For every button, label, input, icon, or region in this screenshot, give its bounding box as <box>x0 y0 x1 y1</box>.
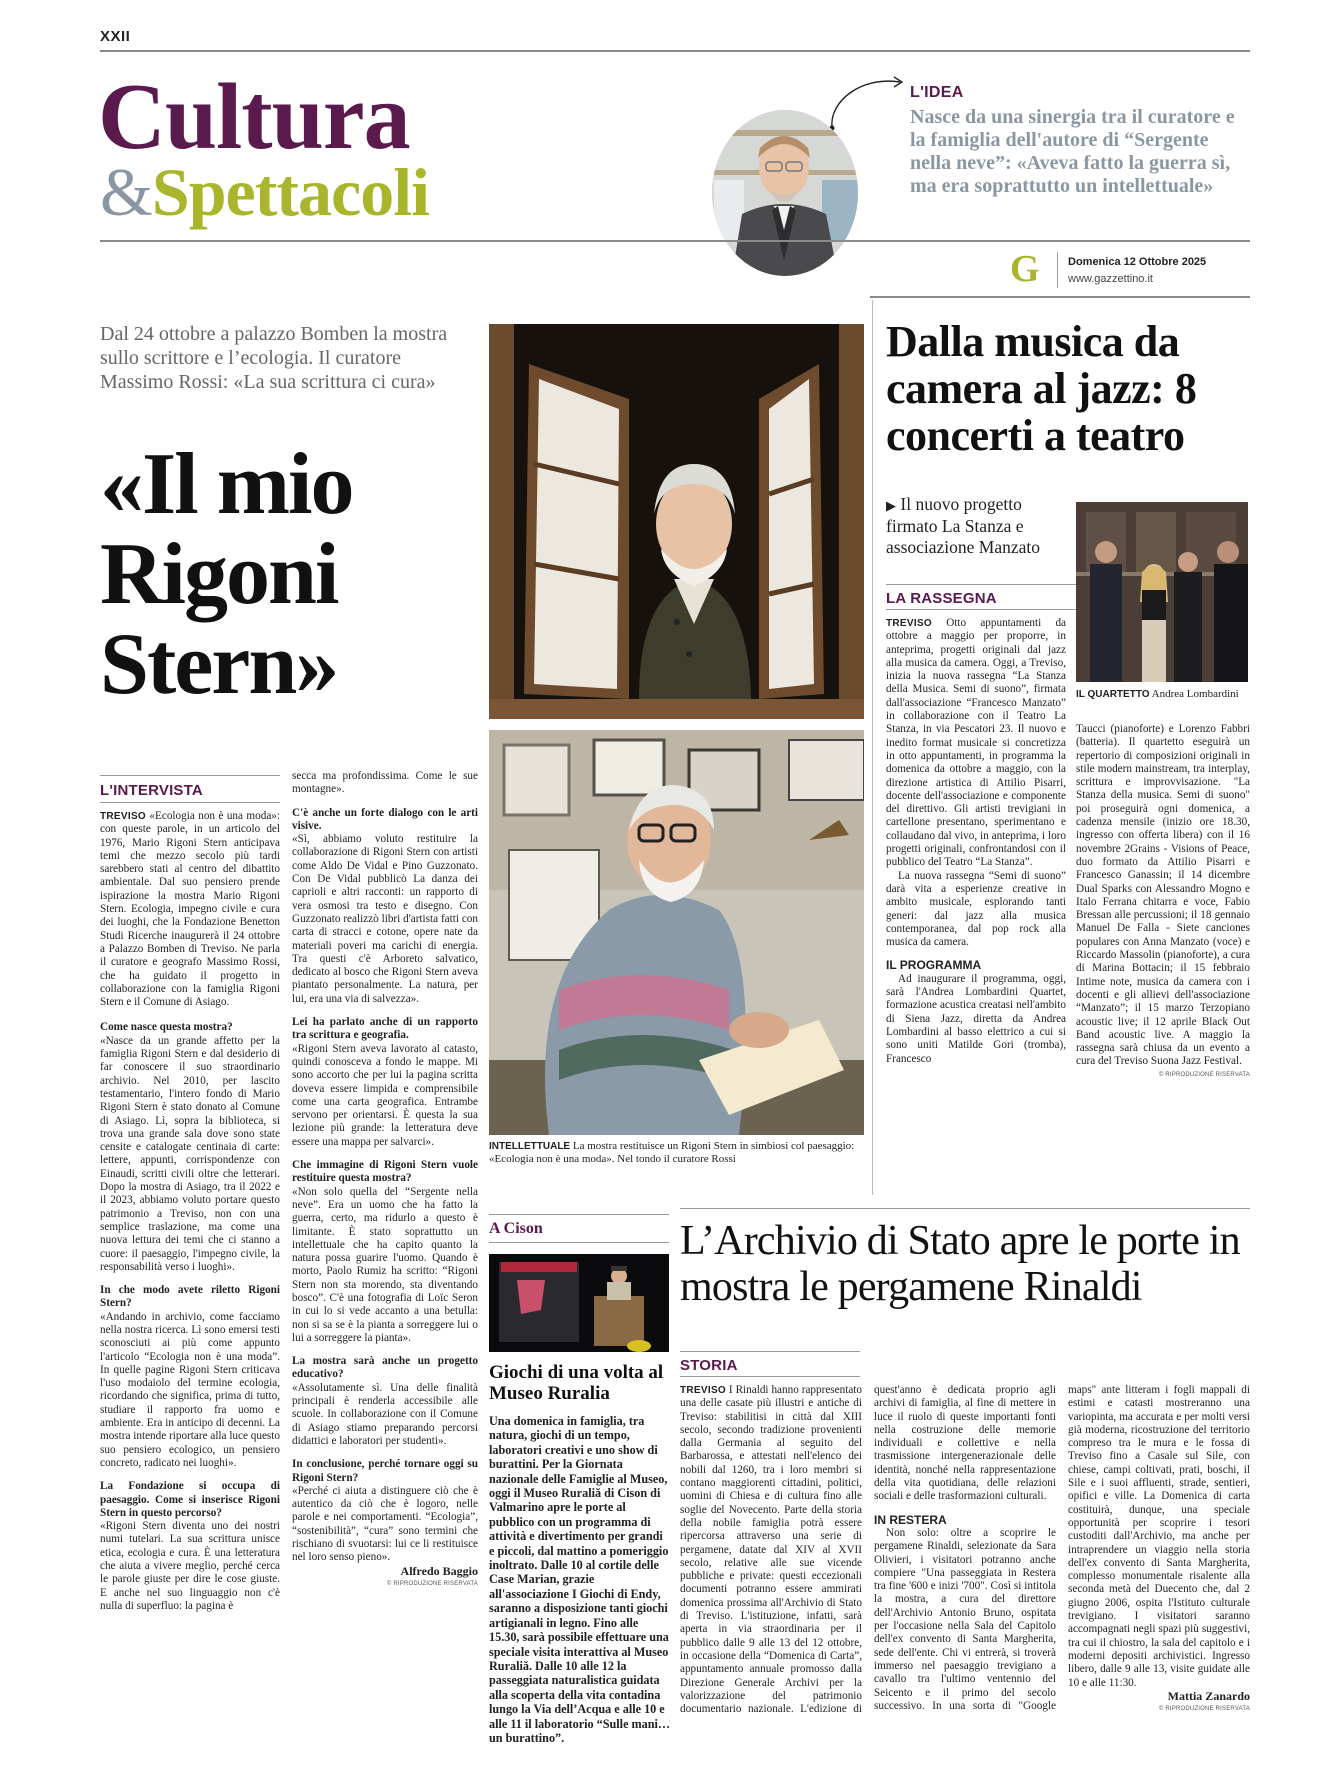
interview-answer: «Rigoni Stern aveva lavorato al catasto, quindi conosceva a fondo le mappe. Mi sono accorto che per lui la pagina scritta doveva essere limpida e comprensibile come una carta geografica. Entrambe servono per orientarsi. È questa la sua lezione più grande: la letteratura deve essere una mappa per salvarci». <box>292 1042 478 1148</box>
concerts-paragraph: Otto appuntamenti da ottobre a maggio per proporre, in anteprima, progetti originali dal jazz alla musica da camera. Oggi, a Treviso, inizia la nuova rassegna “La Stanza della Musica. Semi di suono”, firmata dall'associazione “Francesco Manzato” in collaborazione con il Teatro La Stanza, in via Pescatori 23. Il nuovo e inedito format musicale si concretizza in otto appuntamenti, in programma la domenica da ottobre a maggio, con la direzione artistica di Attilio Pisarri, docente dell'associazione e componente del direttivo. Gli artisti trevigiani in cartellone presentano, sperimentano e collaudano dal vivo, in anteprima, i loro progetti originali, confrontandosi con il pubblico del Teatro “La Stanza”. <box>886 617 1066 869</box>
section-label-intervista: L'INTERVISTA <box>100 782 203 799</box>
interview-question: In conclusione, perché tornare oggi su Rigoni Stern? <box>292 1458 478 1484</box>
section-rule <box>489 1214 669 1215</box>
top-rule <box>100 50 1250 52</box>
caption-label: INTELLETTUALE <box>489 1141 571 1152</box>
concerts-subhead-text: Il nuovo progetto firmato La Stanza e associazione Manzato <box>886 494 1041 557</box>
interview-answer: «Assolutamente sì. Una delle finalità principali è renderla accessibile alle scuole. In collaborazione con il Comune di Asiago stiamo preparando percorsi didattici e laboratori per studenti». <box>292 1381 478 1447</box>
caption-text: La mostra restituisce un Rigoni Stern in simbiosi col paesaggio: «Ecologia non è una moda». Nel tondo il curatore Rossi <box>489 1140 855 1165</box>
section-label-storia: STORIA <box>680 1357 738 1374</box>
rights-notice: © RIPRODUZIONE RISERVATA <box>1158 1071 1250 1078</box>
quartet-photo-caption <box>1076 688 1250 701</box>
concerts-subhead <box>886 494 1076 558</box>
interview-answer: «Nasce da un grande affetto per la famiglia Rigoni Stern e dal desiderio di far conoscere il suo straordinario archivio. Nel 2010, per lascito testamentario, l'intero fondo di Mario Rigoni Stern è stato donato al Comune di Asiago. Lì, sopra la biblioteca, si trova una grande sala dove sono state censite e catalogate centinaia di carte: lettere, appunti, corrispondenze con Einaudi, scritti civili oltre che letterari. Dopo la mostra di Asiago, tra il 2022 e il 2023, abbiamo voluto portare questo patrimonio a Treviso, non con una semplice traslazione, ma come una nuova lettura dei temi che ci stanno a cuore: il paesaggio, l'impegno civile, la responsabilità verso i luoghi». <box>100 1034 280 1273</box>
section-brand-spettacoli <box>100 154 429 230</box>
caption-text: Andrea Lombardini <box>1149 688 1239 700</box>
puppet-show-photo <box>489 1254 669 1352</box>
section-rule <box>886 609 1076 610</box>
brand-ampersand: & <box>100 154 152 230</box>
author-byline: Alfredo Baggio <box>400 1563 478 1578</box>
dateline: TREVISO <box>886 618 932 629</box>
rigoni-stern-study-photo <box>489 730 864 1135</box>
section-rule <box>680 1376 860 1377</box>
dateline: TREVISO <box>100 811 146 822</box>
interview-question: C'è anche un forte dialogo con le arti visive. <box>292 806 478 832</box>
archive-body <box>680 1384 1250 1769</box>
interview-answer: «Rigoni Stern diventa uno dei nostri numi tutelari. La sua scrittura unisce etica, ecologia e cura. È una letteratura che aiuta a vivere meglio, perché cerca le parole giuste per dire le cose giuste. E anche nel suo linguaggio non c'è nulla di superfluo: la pagina è <box>100 1520 280 1612</box>
interview-answer: «Perché ci aiuta a distinguere ciò che è autentico da ciò che è logoro, nelle parole e nei comportamenti. “Ecologia”, “sostenibilità”, “cura” sono termini che rischiano di svuotarsi: lui ce li restituisce nel loro senso pieno». <box>292 1484 478 1564</box>
brand-spettacoli-word: Spettacoli <box>151 154 429 230</box>
rigoni-stern-window-photo <box>489 324 864 719</box>
section-label-cison: A Cison <box>489 1220 543 1237</box>
arrow-icon <box>820 72 910 132</box>
column-divider <box>872 300 873 1195</box>
cison-headline: Giochi di una volta al Museo Ruralia <box>489 1362 664 1404</box>
concerts-paragraph: Taucci (pianoforte) e Lorenzo Fabbri (batteria). Il quartetto eseguirà un repertorio di composizioni originali in stile modern mainstream, tra interplay, scrittura e improvvisazione. "La Stanza della musica. Semi di suono" poi proseguirà ogni domenica, a cadenza mensile (inizio ore 18.30, ingresso con offerta libera) con il 16 novembre 2Grains - Visions of Peace, duo formato da Attilio Pisarri e Francesco Ganassin; il 14 dicembre Dual Sparks con Alessandro Mogno e Italo Ferrana chitarra e voce, Fabio Bressan alle percussioni; il 18 gennaio Manuel De Falla - Siete canciones populares con Anna Manzato (voce) e Riccardo Massolin (pianoforte), a cura di Marina Bottacin; il 15 febbraio Intime note, musica da camera con i docenti e gli allievi dell'associazione “Manzato”; il 15 marzo Terzopiano acoustic live; il 12 aprile Black Out Band acoustic live. A maggio la rassegna sarà chiusa da un evento a cura del Treviso Suona Jazz Festival. <box>1076 723 1250 1068</box>
main-photo-caption <box>489 1140 865 1166</box>
interview-column-2 <box>292 770 478 1591</box>
header-bottom-rule <box>100 240 1250 242</box>
archive-paragraph: Non solo: oltre a scoprire le pergamene Rinaldi, selezionate da Sara Olivieri, i visitatori potranno anche compiere "Una passeggiata in Restera tra fine '600 e inizi '700". Così si intitola la mostra, a cura del direttore dell'Archivio Antonio Bruno, ospitata per l'occasione nella Sala del Capitolo dell'ex convento di Santa Margherita, sede dell'ente. Chi vi entrerà, si troverà immerso nel paesaggio trevigiano a cavallo tra l'ultimo ventennio del Seicento e il primo del secolo successivo. In una sorta di "Google maps" ante litteram i fogli mappali di estimi e catasti mostreranno una variopinta, ma accurata e per molti versi già moderna, ricostruzione del territorio compreso tra le mura e le fossa di Treviso fino a Casale sul Sile, con chiese, campi coltivati, prati, boschi, il Sile e i suoi affluenti, strade, sentieri, opifici e ville. La Domenica di carta costituirà, dunque, una speciale opportunità per scoprire i tesori custoditi dall'Archivio, ma anche per intraprendere un viaggio nella storia dell'ex convento di Santa Margherita, complesso monumentale risalente alla seconda metà del Duecento che, dal 2 giugno 2006, ospita l'Istituto culturale trevigiano. I visitatori saranno accompagnati negli spazi più suggestivi, tra cui il chiostro, la sala del capitolo e i moderni depositi archivistici. Ingresso libero, dalle 9 alle 13, visite guidate alle 10 e alle 11:30. <box>874 1384 1250 1712</box>
main-article-headline: «Il mio Rigoni Stern» <box>100 436 353 713</box>
author-byline: Mattia Zanardo <box>1167 1688 1250 1703</box>
section-rule <box>100 775 280 776</box>
section-label-rassegna: LA RASSEGNA <box>886 590 997 607</box>
date-bottom-rule <box>870 296 1250 298</box>
quartet-photo <box>1076 502 1248 682</box>
page-number: XXII <box>100 28 131 45</box>
concerts-column-1 <box>886 617 1066 1066</box>
issue-date: Domenica 12 Ottobre 2025 <box>1068 256 1207 268</box>
section-rule <box>489 1242 669 1243</box>
interview-answer: «Sì, abbiamo voluto restituire la collaborazione di Rigoni Stern con artisti come Aldo De Vidal e Pino Guzzonato. Con De Vidal pubblicò La danza dei caprioli e altri racconti: un rapporto di vera osmosi tra testo e disegno. Con Guzzonato realizzò libri d'artista fatti con carta di stracci e cotone, opere nate da materiali poveri ma carichi di energia. Tra questi c'è Arboreto salvatico, dedicato al bosco che Rigoni Stern aveva piantato personalmente. La natura, per lui, era una via di salvezza». <box>292 833 478 1005</box>
rights-notice: © RIPRODUZIONE RISERVATA <box>1158 1706 1250 1713</box>
idea-label: L'IDEA <box>910 84 964 101</box>
dateline: TREVISO <box>680 1385 726 1396</box>
play-icon: ▶ <box>886 498 896 513</box>
interview-answer: «Non solo quella del “Sergente nella neve”. Era un uomo che ha fatto la guerra, certo, ma ridurlo a questo è limitante. È stato soprattutto un intellettuale che ha capito quanto la natura possa guarire l'uomo. Quando è morto, Paolo Rumiz ha scritto: “Rigoni Stern non sta morendo, sta diventando bosco”. C'è una fotografia di Loïc Seron in cui lo si vede accanto a una betulla: non si sa se è la pianta a sorreggere lui o lui a sorreggere la pianta». <box>292 1185 478 1344</box>
caption-label: IL QUARTETTO <box>1076 689 1150 700</box>
section-brand-cultura: Cultura <box>98 65 410 169</box>
concerts-paragraph: Ad inaugurare il programma, oggi, sarà l'Andrea Lombardini Quartet, formazione acustica creatasi nell'ambito di Siena Jazz, diretta da Andrea Lombardini al basso elettrico a cui si sono uniti Matilde Gori (tromba), Francesco <box>886 972 1066 1065</box>
interview-question: Lei ha parlato anche di un rapporto tra scrittura e geografia. <box>292 1016 478 1042</box>
gazzettino-logo: G <box>1010 248 1040 290</box>
interview-answer: «Andando in archivio, come facciamo nella nostra ricerca. Lì sono emersi testi sconosciuti ai più come appunto l'articolo “Ecologia non è una moda”. In quelle pagine Rigoni Stern criticava l'uso modaiolo del termine ecologia, ricordando che significa, prima di tutto, studiare il rapporto fra uomo e ambiente. Era in anticipo di decenni. La mostra intende riportare alla luce questo suo pensiero ecologico, un pensiero concreto, radicato nei luoghi». <box>100 1310 280 1469</box>
interview-question: In che modo avete riletto Rigoni Stern? <box>100 1284 280 1310</box>
archive-top-rule <box>680 1208 1250 1209</box>
interview-answer-continued: secca ma profondissima. Come le sue montagne». <box>292 770 478 796</box>
interview-question: Come nasce questa mostra? <box>100 1021 233 1034</box>
concerts-column-2 <box>1076 723 1250 1082</box>
concerts-subsection-title: IL PROGRAMMA <box>886 958 982 973</box>
section-rule <box>100 802 280 803</box>
archive-headline: L’Archivio di Stato apre le porte in mostra le pergamene Rinaldi <box>680 1218 1240 1310</box>
interview-question: La Fondazione si occupa di paesaggio. Come si inserisce Rigoni Stern in questo percorso? <box>100 1480 280 1519</box>
logo-separator <box>1057 252 1058 288</box>
cison-body: Una domenica in famiglia, tra natura, giochi di un tempo, laboratori creativi e uno show di burattini. Per la Giornata nazionale delle Famiglie al Museo, oggi il Museo Ruraliă di Cison di Valmarino apre le porte al pubblico con un programma di attività e divertimento per grandi e piccoli, dal mattino a pomeriggio inoltrato. Dalle 10 al cortile delle Case Marian, grazie all'associazione I Giochi di Endy, saranno a disposizione tanti giochi artigianali in legno. Fino alle 15.30, sarà possibile effettuare una speciale visita interattiva al Museo Ruraliă. Dalle 10 alle 12 la passeggiata naturalistica guidata alla scoperta della vita contadina lungo la Via dell’Acqua e alle 10 e alle 11 il laboratorio “Sulle mani… un burattino”. <box>489 1414 671 1745</box>
archive-subsection-title: IN RESTERA <box>874 1512 947 1527</box>
interview-column-1 <box>100 810 280 1613</box>
interview-intro: «Ecologia non è una moda»: con queste parole, in un articolo del 1976, Mario Rigoni Stern anticipava temi che mezzo secolo più tardi sarebbero stati al centro del dibattito ambientale. Dal suo pensiero prende ispirazione la mostra Mario Rigoni Stern. Ecologia, impegno civile e cura dei luoghi, che la Fondazione Benetton Studi Ricerche inaugurerà il 24 ottobre a Palazzo Bomben di Treviso. Ne parla il curatore e geografo Massimo Rossi, che ha guidato il progetto in collaborazione con la famiglia Rigoni Stern e il Comune di Asiago. <box>100 810 280 1009</box>
concerts-paragraph: La nuova rassegna “Semi di suono” darà vita a esperienze creative in ambito musicale, esplorando tanti generi: dal jazz alla musica contemporanea, dal pop rock alla musica da camera. <box>886 869 1066 949</box>
main-article-kicker: Dal 24 ottobre a palazzo Bomben la mostra sullo scrittore e l’ecologia. Il curatore Massimo Rossi: «La sua scrittura ci cura» <box>100 323 448 393</box>
section-rule <box>680 1351 860 1352</box>
curator-portrait-photo <box>712 110 858 276</box>
concerts-headline: Dalla musica da camera al jazz: 8 concerti a teatro <box>886 317 1197 460</box>
interview-question: Che immagine di Rigoni Stern vuole restituire questa mostra? <box>292 1159 478 1185</box>
interview-question: La mostra sarà anche un progetto educativo? <box>292 1355 478 1381</box>
rights-notice: © RIPRODUZIONE RISERVATA <box>386 1580 478 1587</box>
idea-text: Nasce da una sinergia tra il curatore e la famiglia dell'autore di “Sergente nella neve”: «Aveva fatto la guerra sì, ma era soprattutto un intellettuale» <box>910 106 1235 197</box>
section-rule <box>886 584 1076 585</box>
archive-paragraph: I Rinaldi hanno rappresentato una delle casate più illustri e antiche di Treviso: stabilitisi in città dal XIII secolo, secondo tradizione provenienti dalla Germania al seguito del Barbarossa, e attestati nell'elenco dei nobili dal 1260, tra i loro membri si contano maggiorenti cittadini, politici, uomini di Chiesa e di cultura fino alle soglie del Novecento. Parte della storia della nobile famiglia potrà essere ripercorsa attraverso una serie di pergamene, datate dal XIV al XVII secolo, relative alle sue vicende pubbliche e private: questi eccezionali documenti potranno essere ammirati domenica prossima all'Archivio di Stato di Treviso. L'istituzione, infatti, sarà aperta in via straordinaria per il pubblico dalle 9 alle 13 del 12 ottobre, in occasione della “Domenica di Carta”, appuntamento annuale promosso dalla Direzione Generale Archivi per la valorizzazione del patrimonio documentario nazionale. L'edizione di quest'anno è dedicata proprio agli archivi di famiglia, al fine di mettere in luce il ruolo di queste importanti fonti nella costruzione delle memorie individuali e collettive e nella trasmissione intergenerazionale delle identità, nonché nella rappresentazione della vita quotidiana, delle relazioni sociali e delle trasformazioni culturali. <box>680 1384 1056 1716</box>
website-link[interactable]: www.gazzettino.it <box>1068 273 1153 285</box>
